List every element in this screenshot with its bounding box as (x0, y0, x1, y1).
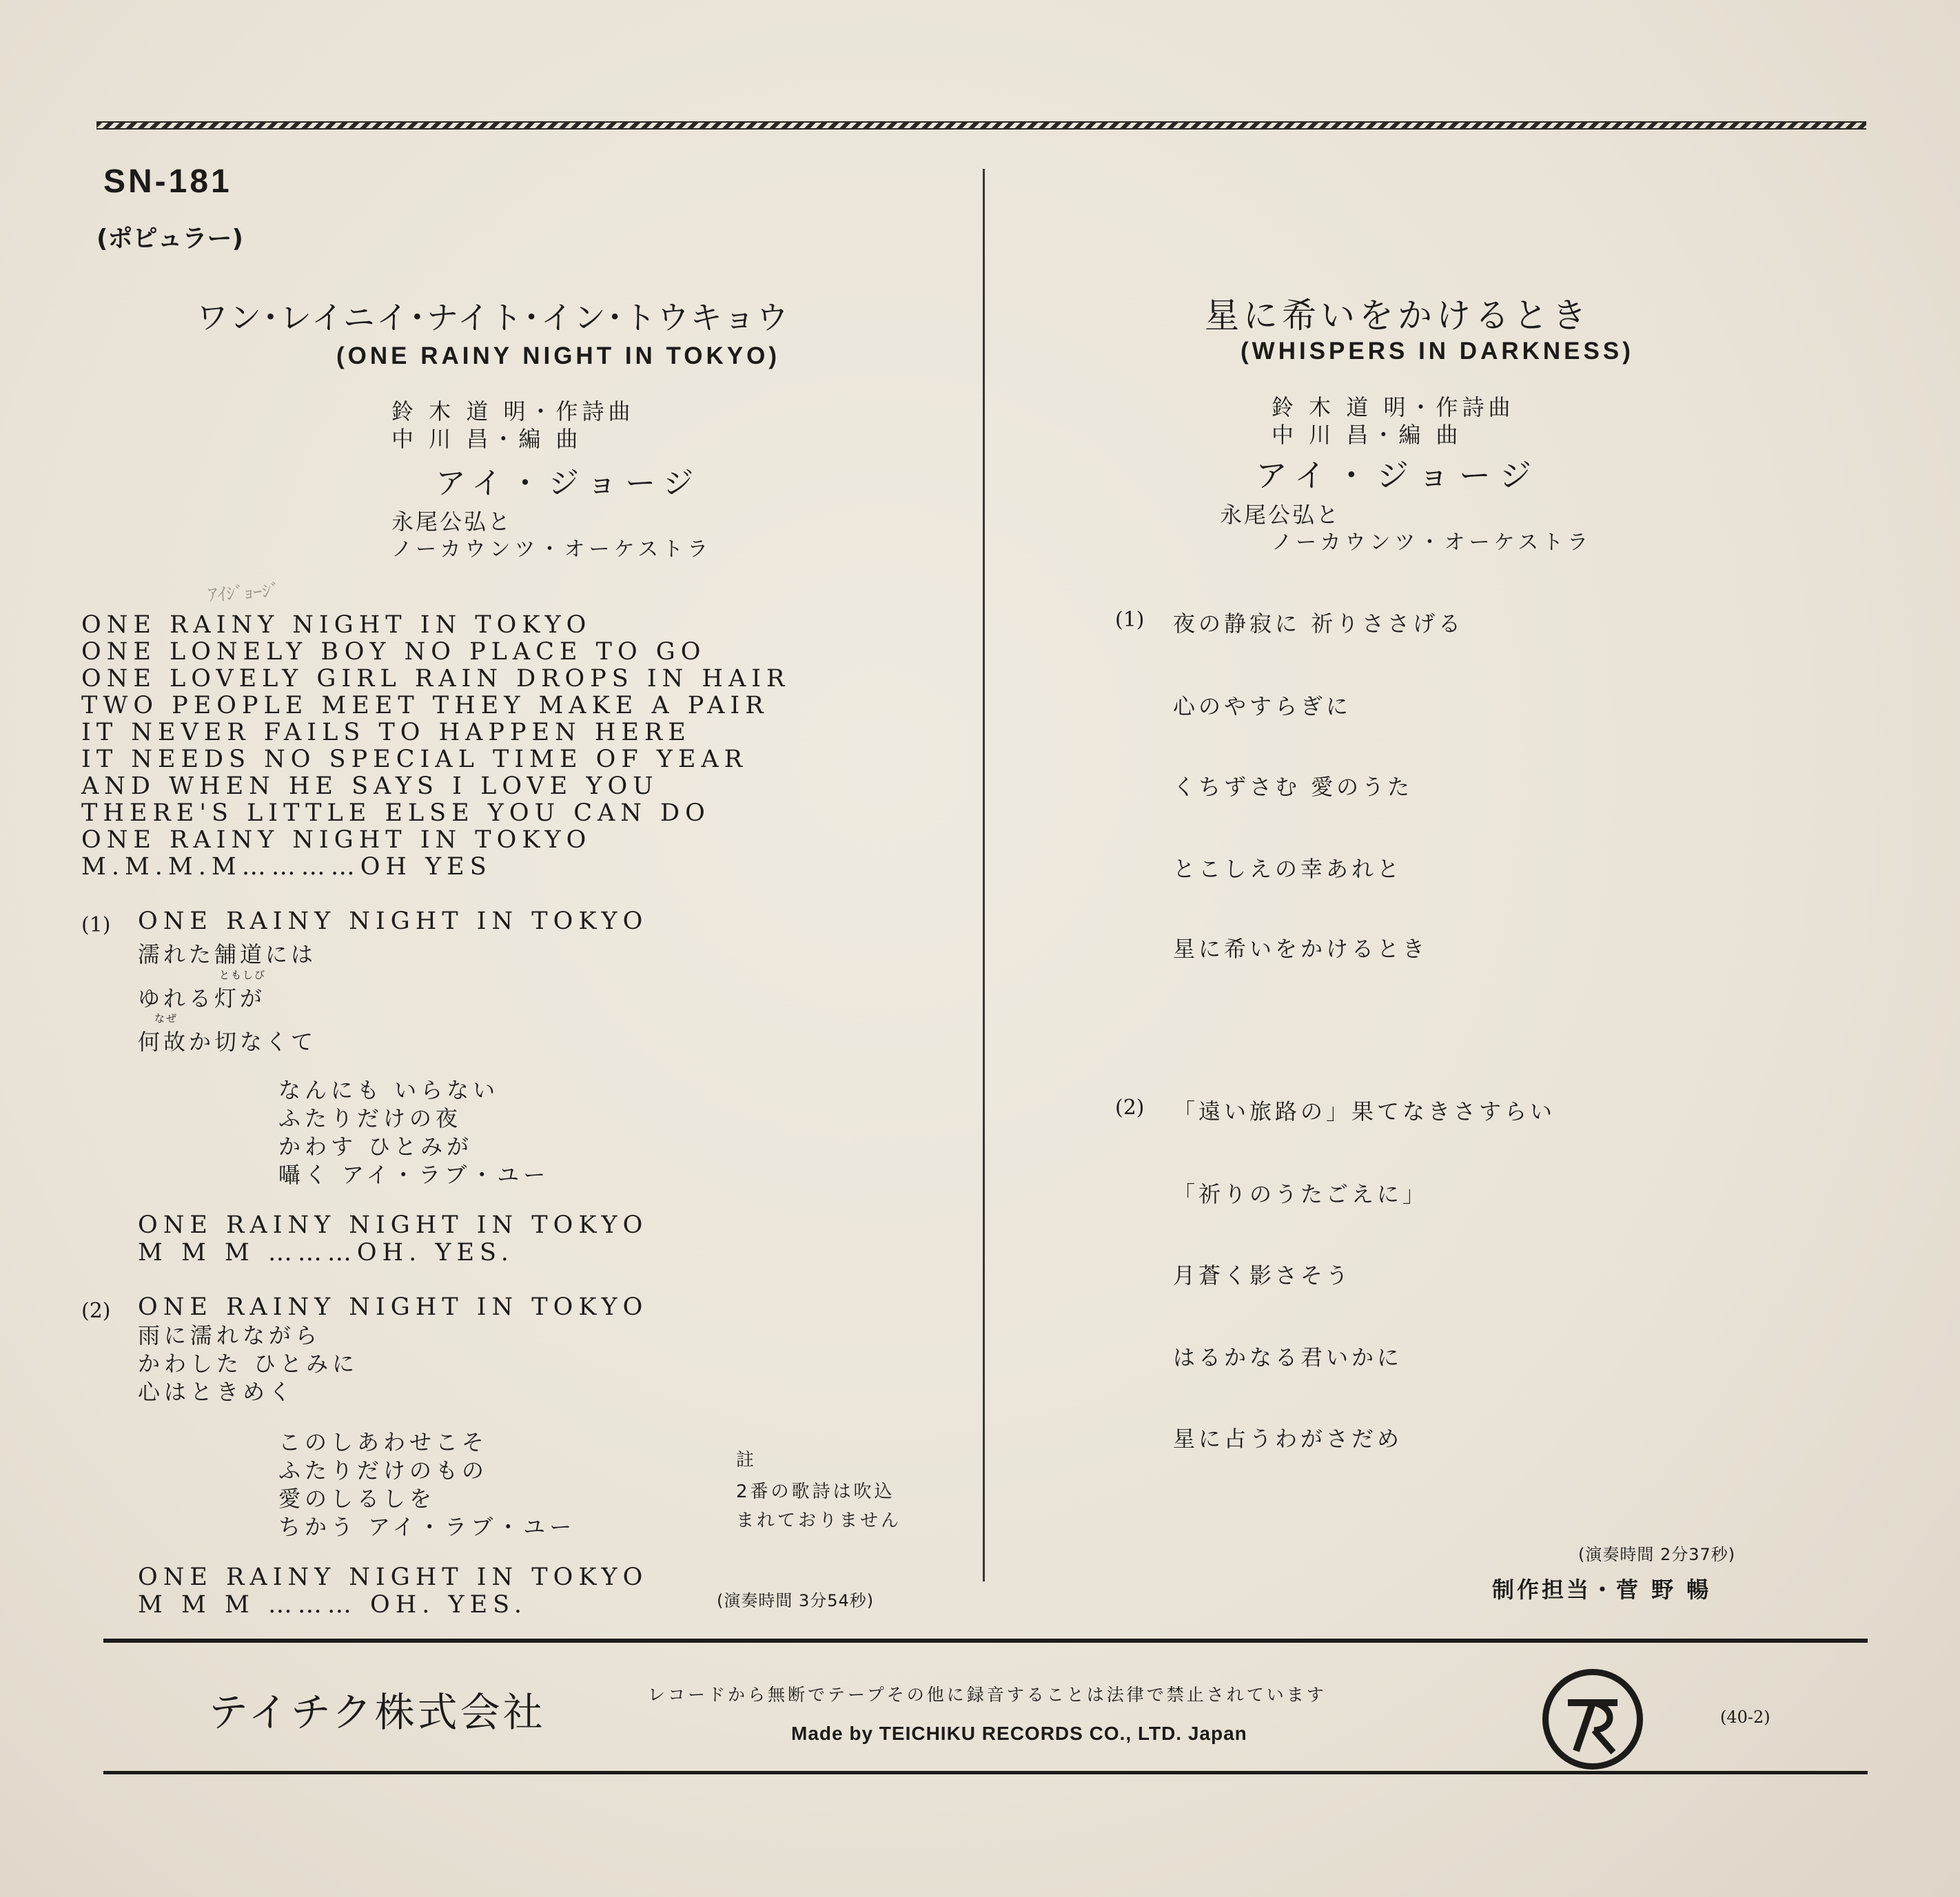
genre-label: (ポピュラー) (96, 225, 243, 253)
lyric-line: とこしえの幸あれと (1173, 856, 1403, 882)
lyric-line: なんにも いらない (278, 1077, 500, 1103)
producer-credit: 制作担当・菅 野 暢 (1492, 1577, 1712, 1603)
side-b-credit-arrangement: 中 川 昌・編 曲 (1272, 422, 1462, 448)
lyric-line: ONE LOVELY GIRL RAIN DROPS IN HAIR (81, 665, 790, 693)
lyric-line: ONE RAINY NIGHT IN TOKYO (138, 1563, 649, 1591)
side-b-orchestra-line2: ノーカウンツ・オーケストラ (1272, 531, 1593, 555)
side-b-credit-lyrics-music: 鈴 木 道 明・作詩曲 (1272, 394, 1515, 420)
footer-top-rule (103, 1639, 1868, 1643)
lyric-line: このしあわせこそ (278, 1429, 489, 1455)
lyric-line: THERE'S LITTLE ELSE YOU CAN DO (81, 799, 711, 827)
side-a-duration: (演奏時間 3分54秒) (717, 1591, 875, 1610)
side-b-title-en: (WHISPERS IN DARKNESS) (1241, 338, 1634, 365)
side-a-credit-lyrics-music: 鈴 木 道 明・作詩曲 (391, 398, 635, 424)
lyric-line: IT NEVER FAILS TO HAPPEN HERE (81, 719, 691, 746)
side-a-artist: アイ・ジョージ (436, 466, 702, 501)
lyric-line: ゆれる灯が (138, 985, 266, 1012)
side-b-verse1-marker: (1) (1115, 608, 1145, 632)
side-a-title-ja: ワン･レイニイ･ナイト･イン･トウキョウ (196, 299, 790, 336)
note-label: 註 (736, 1450, 755, 1470)
lyric-line: ONE RAINY NIGHT IN TOKYO (138, 1211, 649, 1239)
side-b-duration: (演奏時間 2分37秒) (1578, 1545, 1736, 1564)
lyric-line: くちずさむ 愛のうた (1173, 774, 1413, 800)
side-a-verse1-refrain (278, 1076, 549, 1189)
lyric-line: かわした ひとみに (138, 1351, 359, 1377)
lyric-line: ONE LONELY BOY NO PLACE TO GO (81, 638, 706, 666)
lyric-line: ONE RAINY NIGHT IN TOKYO (81, 826, 592, 854)
side-a-verse1-marker: (1) (81, 913, 111, 937)
note-line: まれておりません (736, 1510, 902, 1531)
teichiku-logo (1542, 1669, 1643, 1770)
footer-bottom-rule (103, 1771, 1868, 1774)
side-a-verse2-lines (138, 1322, 358, 1406)
lyric-line: 何故か切なくて (138, 1029, 317, 1055)
side-b-orchestra-line1: 永尾公弘と (1220, 502, 1341, 528)
top-dashed-rule (96, 121, 1866, 130)
lyric-line: ちかう アイ・ラブ・ユー (278, 1514, 576, 1540)
lyric-line: 雨に濡れながら (138, 1322, 322, 1349)
side-a-intro-lyrics (81, 612, 790, 881)
side-a-verse2-first-line: ONE RAINY NIGHT IN TOKYO (138, 1293, 649, 1321)
lyric-line: かわす ひとみが (278, 1134, 473, 1160)
side-b-title-ja: 星に希いをかけるとき (1205, 296, 1591, 336)
side-a-verse2-marker: (2) (81, 1299, 111, 1323)
lyric-line: 囁く アイ・ラブ・ユー (278, 1162, 550, 1188)
catalog-number: SN-181 (103, 163, 232, 200)
ruby-text: ともしび (219, 969, 267, 981)
side-b-artist: アイ・ジョージ (1256, 457, 1542, 494)
lyric-line: ONE RAINY NIGHT IN TOKYO (81, 611, 592, 639)
logo-mark-icon (1549, 1675, 1637, 1763)
handwritten-pencil-note: ｱｲｼﾞｮｰｼﾞ (207, 580, 281, 606)
side-a-orchestra-line2: ノーカウンツ・オーケストラ (391, 537, 713, 562)
side-b-verse2-marker: (2) (1115, 1096, 1145, 1120)
lyric-line: AND WHEN HE SAYS I LOVE YOU (81, 772, 659, 800)
lyric-line: 心のやすらぎに (1173, 693, 1352, 719)
lyric-line: 濡れた舗道には (138, 941, 317, 967)
column-divider (983, 169, 985, 1581)
lyric-line: 月蒼く影さそう (1173, 1262, 1352, 1289)
lyric-line: 星に占うわがさだめ (1173, 1426, 1403, 1452)
lyric-line: IT NEEDS NO SPECIAL TIME OF YEAR (81, 746, 748, 773)
lyric-line: 「遠い旅路の」果てなきさすらい (1173, 1098, 1556, 1125)
lyric-line: 夜の静寂に 祈りささげる (1173, 611, 1464, 637)
side-a-credit-arrangement: 中 川 昌・編 曲 (391, 426, 582, 452)
lyric-line: 「祈りのうたごえに」 (1173, 1181, 1429, 1207)
lyric-line: ふたりだけのもの (278, 1457, 489, 1484)
lyric-line: はるかなる君いかに (1173, 1344, 1403, 1371)
lyric-line: TWO PEOPLE MEET THEY MAKE A PAIR (81, 692, 769, 719)
print-code: (40-2) (1720, 1708, 1770, 1727)
side-a-verse1-first-line: ONE RAINY NIGHT IN TOKYO (138, 908, 649, 935)
side-a-verse2-refrain (278, 1428, 575, 1541)
lyric-line: M.M.M.M…………OH YES (81, 853, 492, 881)
note-line: 2番の歌詩は吹込 (736, 1481, 895, 1502)
lyric-line: M M M ………OH. YES. (138, 1239, 514, 1267)
side-a-orchestra-line1: 永尾公弘と (391, 509, 513, 535)
lyric-line: 星に希いをかけるとき (1173, 936, 1429, 962)
company-name: テイチク株式会社 (208, 1689, 546, 1736)
lyric-line: ふたりだけの夜 (278, 1105, 462, 1131)
made-by-line: Made by TEICHIKU RECORDS CO., LTD. Japan (791, 1723, 1247, 1744)
lyric-line: 愛のしるしを (278, 1486, 436, 1512)
side-a-title-en: (ONE RAINY NIGHT IN TOKYO) (336, 342, 781, 369)
lyric-line: M M M ……… OH. YES. (138, 1591, 527, 1619)
lyric-line: 心はときめく (138, 1379, 296, 1405)
ruby-text: なぜ (154, 1012, 178, 1025)
copyright-notice: レコードから無断でテープその他に録音することは法律で禁止されています (648, 1685, 1327, 1705)
